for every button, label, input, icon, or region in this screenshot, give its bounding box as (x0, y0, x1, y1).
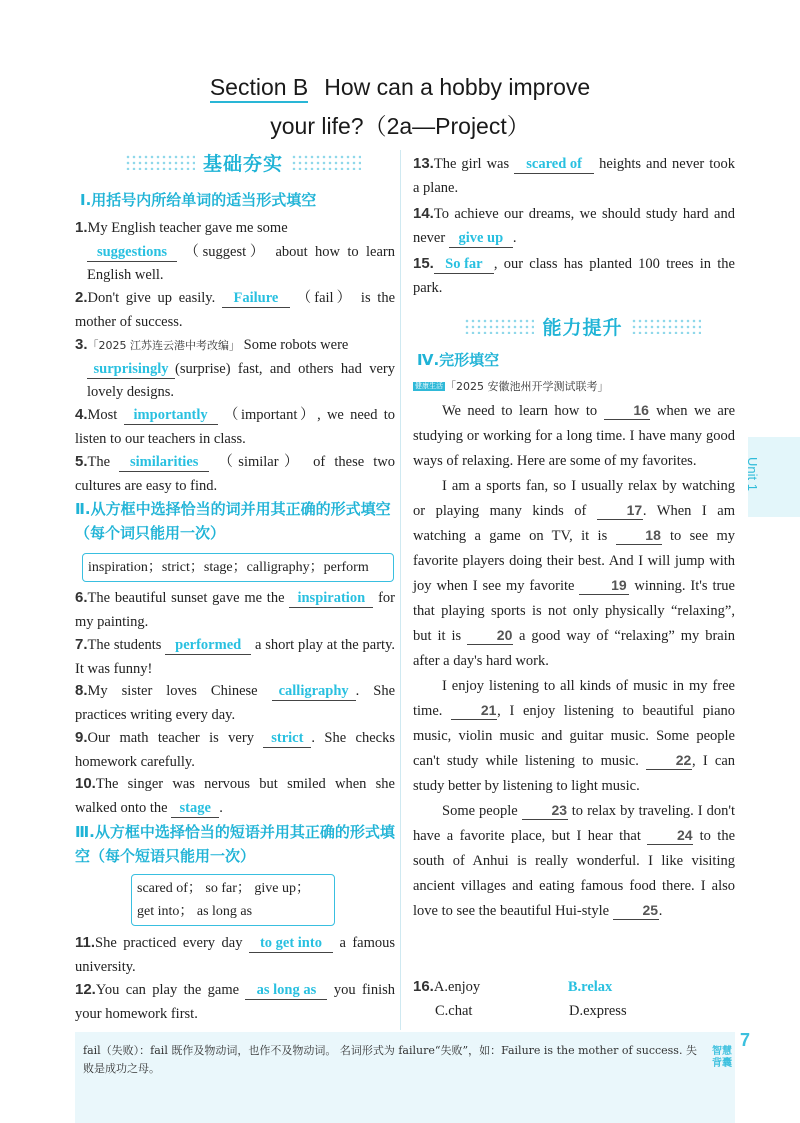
passage-text: I am a sports fan, so I usually relax by watching or playing many kinds of (413, 478, 735, 519)
question-number: 9. (75, 729, 88, 746)
option-b-correct[interactable]: B.relax (567, 979, 613, 995)
footer-note (75, 1032, 735, 1123)
question-text: a famous university. (75, 935, 396, 975)
blank-23[interactable]: 23 (522, 801, 568, 820)
note-text: fail（失败）：fail 既作及物动词，也作不及物动词。 名词形式为 failure“失败”，如：Failure is the mother of success. 失败是成功之母。 (83, 1044, 697, 1075)
blank-19[interactable]: 19 (579, 576, 629, 595)
blank-17[interactable]: 17 (597, 501, 643, 520)
blank-25[interactable]: 25 (613, 901, 659, 920)
question-14 (413, 202, 735, 250)
phrase-box-line: scared of； so far； give up； (137, 881, 311, 896)
question-text: Most (87, 407, 118, 423)
passage-text: . When I am watching a game on TV, it is (413, 503, 735, 544)
dots-decoration (125, 154, 195, 170)
phrase-box-line: get into； as long as (137, 904, 253, 919)
answer-blank[interactable]: stage (171, 799, 219, 818)
phrase-box (131, 874, 335, 926)
question-text: The (87, 454, 111, 470)
answer-blank[interactable]: to get into (249, 934, 333, 953)
question-text: a short play at the party. It was funny! (75, 637, 396, 677)
section-3-heading: Ⅲ.从方框中选择恰当的短语并用其正确的形式填空（每个短语只能用一次） (75, 823, 395, 865)
question-text: My English teacher gave me some (87, 220, 288, 236)
answer-blank[interactable]: importantly (124, 406, 218, 425)
question-text: . She checks homework carefully. (75, 730, 395, 770)
question-8 (75, 679, 395, 727)
passage-text: to the south of Anhui is really wonderful. I like visiting ancient villages and eating famous food there. I also love to see the beautiful Hui-style (413, 828, 736, 919)
passage-text: , I can study better by listening to light music. (413, 753, 736, 794)
column-divider (400, 150, 401, 1030)
question-text: (surprise) fast, and others had very lovely designs. (87, 360, 395, 400)
question-text: You can play the game (95, 982, 240, 998)
question-number: 8. (75, 682, 88, 699)
question-16-options (413, 975, 735, 1023)
passage-text: We need to learn how to (442, 403, 598, 419)
paragraph (413, 399, 735, 474)
blank-20[interactable]: 20 (467, 626, 513, 645)
section-1-heading: Ⅰ.用括号内所给单词的适当形式填空 (80, 191, 317, 209)
answer-blank[interactable]: give up (449, 229, 513, 248)
question-number: 12. (75, 981, 96, 998)
title-text: How can a hobby improve (324, 74, 591, 100)
passage-text: winning. It's true that playing sports is not only physically “relaxing”, but it is (413, 578, 735, 644)
unit-label: Unit 1 (745, 457, 760, 491)
answer-blank[interactable]: as long as (245, 981, 327, 1000)
question-number: 11. (75, 934, 96, 951)
question-text: The girl was (433, 156, 510, 172)
answer-blank[interactable]: inspiration (289, 589, 373, 608)
section-label: Section B (210, 74, 308, 103)
passage-text: Some people (442, 803, 518, 819)
question-text: for my painting. (75, 590, 396, 630)
question-text: you finish your homework first. (75, 982, 395, 1022)
dots-decoration (464, 318, 534, 334)
page-title-line1 (0, 74, 800, 101)
question-number: 7. (75, 636, 88, 653)
question-number: 13. (413, 155, 434, 172)
question-13 (413, 152, 735, 200)
question-number: 16. (413, 978, 434, 995)
option-c[interactable]: C.chat (435, 1003, 473, 1019)
blank-21[interactable]: 21 (451, 701, 497, 720)
question-text: （similar） of these two cultures are easy to find. (75, 454, 396, 494)
answer-blank[interactable]: similarities (119, 453, 209, 472)
answer-blank[interactable]: performed (165, 636, 251, 655)
question-number: 10. (75, 775, 96, 792)
question-4 (75, 403, 395, 451)
passage-text: to relax by traveling. I don't have a favorite place, but I hear that (413, 803, 736, 844)
passage-text: to see my favorite players doing their best. And I will jump with joy when I see my favorite (413, 528, 736, 594)
question-12 (75, 978, 395, 1026)
question-text: （fail） is the mother of success. (75, 290, 396, 330)
question-text: , our class has planted 100 trees in the park. (413, 256, 735, 296)
question-number: 14. (413, 205, 434, 222)
passage-text: a good way of “relaxing” my brain after a day's hard work. (413, 628, 736, 669)
answer-blank[interactable]: surprisingly (87, 360, 175, 379)
paragraph (413, 674, 735, 799)
question-text: . (219, 799, 223, 816)
question-6 (75, 586, 395, 634)
passage-text: , I enjoy listening to beautiful piano music, violin music and guitar music. Some people can't study while listening to music. (413, 703, 736, 769)
question-text: Some robots were (243, 337, 349, 353)
answer-blank[interactable]: suggestions (87, 243, 177, 262)
question-11 (75, 931, 395, 979)
brand-logo (707, 1046, 737, 1070)
option-a[interactable]: A.enjoy (433, 979, 481, 995)
question-text: Our math teacher is very (87, 730, 254, 746)
question-10 (75, 772, 395, 820)
paragraph (413, 799, 735, 924)
question-number: 3. (75, 336, 88, 353)
answer-blank[interactable]: scared of (514, 155, 594, 174)
answer-blank[interactable]: strict (263, 729, 311, 748)
question-9 (75, 726, 395, 774)
question-text: She practiced every day (95, 935, 243, 951)
section-4-heading: Ⅳ.完形填空 (417, 351, 500, 369)
cloze-passage (413, 399, 735, 924)
question-text: My sister loves Chinese (87, 683, 258, 699)
question-number: 4. (75, 406, 88, 423)
answer-blank[interactable]: So far (434, 255, 494, 274)
answer-blank[interactable]: calligraphy (272, 682, 356, 701)
brand-line: 智慧 (712, 1046, 732, 1057)
topic-badge: 健康生活 (415, 381, 443, 390)
dots-decoration (291, 154, 361, 170)
question-text: heights and never took a plane. (413, 156, 735, 196)
passage-text: . (658, 903, 663, 919)
banner-title: 基础夯实 (202, 152, 283, 175)
question-7 (75, 633, 395, 681)
question-text: （important）, we need to listen to our teachers in class. (75, 407, 396, 447)
passage-text: I enjoy listening to all kinds of music in my free time. (413, 678, 735, 719)
question-text: The singer was nervous but smiled when she walked onto the (75, 776, 395, 816)
answer-blank[interactable]: Failure (222, 289, 290, 308)
blank-18[interactable]: 18 (616, 526, 662, 545)
question-1 (75, 216, 395, 288)
question-number: 15. (413, 255, 434, 272)
question-text: . (512, 229, 517, 246)
question-text: The students (87, 637, 162, 653)
question-number: 6. (75, 589, 88, 606)
paragraph (413, 474, 735, 674)
question-number: 2. (75, 289, 88, 306)
question-text: To achieve our dreams, we should study hard and never (413, 206, 735, 246)
blank-22[interactable]: 22 (646, 751, 692, 770)
unit-side-tab (745, 437, 800, 517)
question-number: 5. (75, 453, 88, 470)
passage-source (413, 377, 735, 395)
option-d[interactable]: D.express (569, 1003, 627, 1019)
blank-16[interactable]: 16 (604, 401, 650, 420)
source-label: 「2025 江苏连云港中考改编」 (87, 339, 241, 352)
page-number: 7 (740, 1030, 751, 1050)
page-title-line2: your life?（2a—Project） (270, 113, 530, 139)
question-text: Don't give up easily. (87, 290, 216, 306)
passage-text: when we are studying or working for a long time. I have many good ways of relaxing. Here are some of my favorites. (413, 403, 736, 469)
section-2-heading: Ⅱ.从方框中选择恰当的词并用其正确的形式填空（每个词只能用一次） (75, 500, 391, 542)
banner-title: 能力提升 (542, 316, 623, 339)
question-2 (75, 286, 395, 334)
blank-24[interactable]: 24 (647, 826, 693, 845)
question-number: 1. (75, 219, 88, 236)
question-text: . She practices writing every day. (75, 683, 396, 723)
question-5 (75, 450, 395, 498)
banner-basic (88, 148, 398, 176)
question-text: （suggest） about how to learn English well. (87, 243, 395, 283)
question-text: The beautiful sunset gave me the (87, 590, 285, 606)
banner-advanced (430, 312, 735, 340)
source-label: 「2025 安徽池州开学测试联考」 (445, 380, 609, 393)
word-box: inspiration；strict；stage；calligraphy；perform (82, 553, 394, 582)
question-15 (413, 252, 735, 300)
dots-decoration (631, 318, 701, 334)
question-3 (75, 333, 395, 405)
brand-line: 背囊 (712, 1058, 732, 1069)
